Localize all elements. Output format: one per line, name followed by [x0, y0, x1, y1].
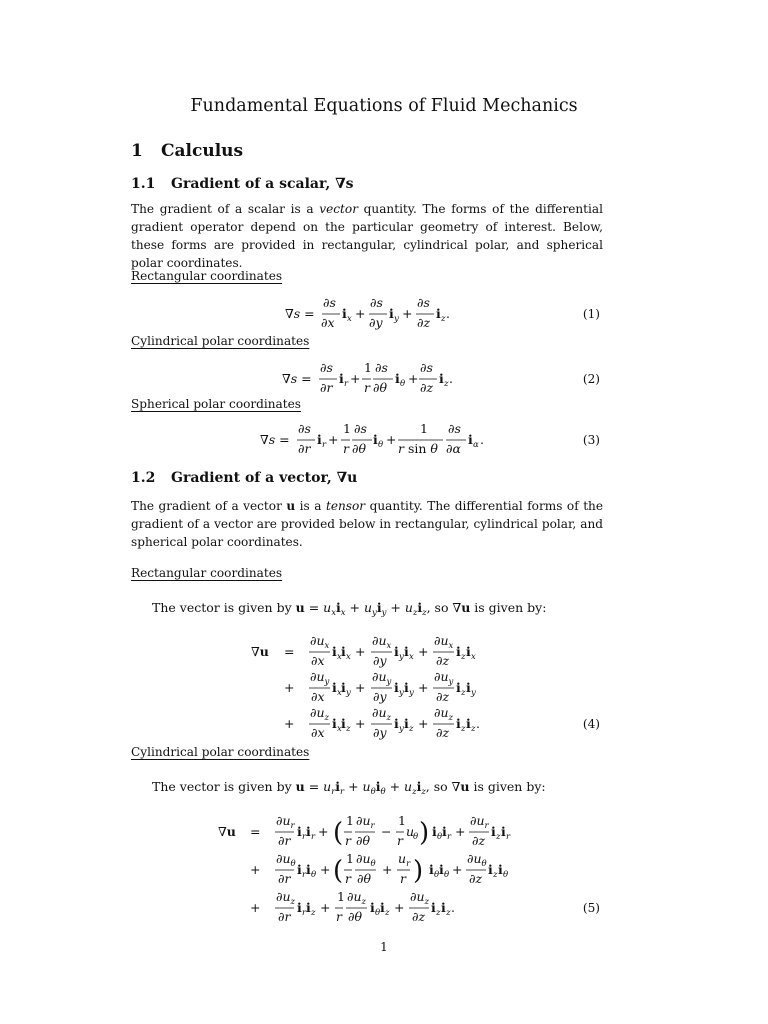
svg-text:r: r [345, 871, 351, 886]
svg-text:i: i [491, 824, 496, 839]
svg-text:i: i [332, 716, 337, 731]
svg-text:+: + [328, 432, 339, 447]
svg-text:i: i [394, 680, 399, 695]
svg-text:i: i [332, 644, 337, 659]
svg-text:.: . [449, 371, 453, 386]
vector-given-cyl [152, 779, 546, 797]
svg-text:i: i [342, 306, 347, 321]
section-title: Calculus [161, 141, 244, 161]
svg-text:r: r [400, 871, 406, 886]
svg-text:1: 1 [398, 813, 406, 828]
svg-text:θ: θ [413, 832, 419, 842]
svg-text:x: x [337, 688, 342, 698]
svg-text:∂ur: $\partial u_r$ [276, 813, 295, 831]
svg-text:∂z: ∂z [417, 315, 431, 330]
svg-text:r: r [344, 379, 349, 389]
svg-text:∂θ: ∂θ [356, 833, 370, 848]
svg-text:x: x [346, 652, 351, 662]
svg-text:−: − [381, 824, 392, 839]
svg-text:+: + [318, 824, 329, 839]
svg-text:+: + [394, 900, 405, 915]
svg-text:x: x [471, 652, 476, 662]
svg-text:θ: θ [378, 440, 384, 450]
equation-number: (5) [582, 901, 600, 915]
svg-text:+: + [455, 824, 466, 839]
svg-text:z: z [471, 724, 476, 734]
svg-text:1: 1 [346, 851, 354, 866]
svg-text:.: . [480, 432, 484, 447]
svg-text:∂uy: $\partial u_y$ [372, 669, 392, 687]
svg-text:i: i [339, 371, 344, 386]
page-number: 1 [380, 940, 388, 954]
svg-text:y: y [399, 724, 404, 734]
svg-text:∂ur: $\partial u_r$ [470, 813, 489, 831]
svg-text:r: r [311, 832, 316, 842]
svg-text:∂θ: ∂θ [352, 441, 366, 456]
svg-text:∂s: ∂s [375, 360, 388, 375]
svg-text:y: y [471, 688, 476, 698]
paragraph-text: The gradient of a vector [131, 499, 287, 513]
equation-number: (1) [582, 307, 600, 321]
svg-text:∂s: ∂s [320, 360, 333, 375]
equation-number: (3) [582, 433, 600, 447]
svg-text:∇u: ∇u [251, 644, 269, 659]
svg-text:1: 1 [337, 889, 345, 904]
svg-text:.: . [451, 900, 455, 915]
svg-text:i: i [332, 680, 337, 695]
svg-text:θ: θ [311, 870, 317, 880]
svg-text:i: i [373, 432, 378, 447]
svg-text:i: i [468, 432, 473, 447]
vector-given-text: The vector is given by $u = u_ri_r + u_\theta i_\theta + u_zi_z$, so ∇u is given by: [152, 779, 546, 797]
svg-text:i: i [306, 862, 311, 877]
emphasis-text: vector [319, 202, 358, 216]
svg-text:∂z: ∂z [436, 653, 450, 668]
svg-text:i: i [439, 371, 444, 386]
subsection-number: 1.1 [131, 176, 156, 192]
svg-text:y: y [399, 652, 404, 662]
svg-text:i: i [439, 862, 444, 877]
svg-text:∂r: ∂r [298, 441, 311, 456]
svg-text:ur: $u_r$ [398, 851, 411, 869]
svg-text:=: = [250, 824, 261, 839]
svg-text:+: + [355, 644, 366, 659]
svg-text:∂uz: $\partial u_z$ [434, 705, 453, 723]
subsection-number: 1.2 [131, 470, 156, 486]
svg-text:x: x [347, 314, 352, 324]
svg-text:∇u: ∇u [218, 824, 236, 839]
svg-text:∂x: ∂x [321, 315, 335, 330]
svg-text:∂x: ∂x [311, 653, 325, 668]
svg-text:i: i [297, 862, 302, 877]
paragraph-text: quantity. The differential forms of the gradient of a vector are provided below in rectangular, cylindrical polar, and spherical polar coordinates. [131, 499, 604, 549]
svg-text:z: z [461, 652, 466, 662]
svg-text:∂r: ∂r [278, 909, 291, 924]
section-number: 1 [131, 141, 143, 161]
svg-text:r: r [364, 380, 370, 395]
svg-text:+: + [250, 862, 261, 877]
svg-text:∂uz: $\partial u_z$ [410, 889, 429, 907]
svg-text:i: i [488, 862, 493, 877]
svg-text:i: i [456, 644, 461, 659]
svg-text:z: z [409, 724, 414, 734]
emphasis-text: tensor [326, 499, 366, 513]
svg-text:∂s: ∂s [354, 421, 367, 436]
svg-text:∂s: ∂s [323, 295, 336, 310]
label-cylindrical: Cylindrical polar coordinates [131, 745, 310, 759]
svg-text:r sin θ: r sin θ [398, 441, 438, 456]
svg-text:+: + [284, 680, 295, 695]
svg-text:i: i [441, 900, 446, 915]
svg-text:z: z [493, 870, 498, 880]
svg-text:i: i [498, 862, 503, 877]
svg-text:∂s: ∂s [417, 295, 430, 310]
svg-text:u: u [406, 824, 415, 839]
svg-text:r: r [302, 908, 307, 918]
svg-text:): ) [413, 856, 424, 886]
svg-text:∂s: ∂s [298, 421, 311, 436]
svg-text:∂r: ∂r [320, 380, 333, 395]
svg-text:∂z: ∂z [472, 833, 486, 848]
svg-text:i: i [466, 716, 471, 731]
svg-text:∂α: ∂α [446, 441, 461, 456]
svg-text:+: + [408, 371, 419, 386]
svg-text:i: i [306, 824, 311, 839]
svg-text:x: x [337, 652, 342, 662]
svg-text:+: + [402, 306, 413, 321]
svg-text:θ: θ [434, 870, 440, 880]
svg-text:=: = [284, 644, 295, 659]
label-cylindrical: Cylindrical polar coordinates [131, 334, 310, 348]
svg-text:1: 1 [420, 421, 428, 436]
svg-text:+: + [418, 716, 429, 731]
svg-text:(: ( [333, 856, 344, 886]
svg-text:i: i [370, 900, 375, 915]
svg-text:i: i [394, 716, 399, 731]
svg-text:i: i [436, 306, 441, 321]
svg-text:+: + [320, 900, 331, 915]
svg-text:1: 1 [346, 813, 354, 828]
svg-text:i: i [297, 824, 302, 839]
equation-5 [218, 813, 511, 924]
svg-text:∂uθ: $\partial u_\theta$ [276, 851, 296, 869]
svg-text:∂θ: ∂θ [373, 380, 387, 395]
equation-number: (4) [582, 717, 600, 731]
svg-text:+: + [284, 716, 295, 731]
svg-text:r: r [302, 832, 307, 842]
svg-text:+: + [418, 644, 429, 659]
svg-text:z: z [446, 908, 451, 918]
svg-text:∂uz: $\partial u_z$ [276, 889, 295, 907]
subsection-title: Gradient of a scalar, ∇s [171, 176, 354, 192]
svg-text:α: α [473, 440, 479, 450]
svg-text:∂ux: $\partial u_x$ [372, 633, 392, 651]
svg-text:∂uy: $\partial u_y$ [434, 669, 454, 687]
svg-text:+: + [386, 432, 397, 447]
svg-text:∂uz: $\partial u_z$ [372, 705, 391, 723]
svg-text:r: r [447, 832, 452, 842]
svg-text:θ: θ [400, 379, 406, 389]
svg-text:∂uθ: $\partial u_\theta$ [467, 851, 487, 869]
paragraph-text: quantity. The forms of the differential gradient operator depend on the particular geometry of interest. Below, these forms are provided in rectangular, cylindrical polar, and spherical polar coordinates. [131, 202, 603, 270]
svg-text:i: i [306, 900, 311, 915]
svg-text:i: i [404, 716, 409, 731]
svg-text:x: x [337, 724, 342, 734]
svg-text:i: i [431, 900, 436, 915]
svg-text:i: i [456, 716, 461, 731]
svg-text:∂uz: $\partial u_z$ [310, 705, 329, 723]
label-rectangular: Rectangular coordinates [131, 269, 283, 283]
vector-given-text: The vector is given by $u = u_xi_x + u_yi_y + u_zi_z$, so ∇u is given by: [152, 600, 547, 618]
svg-text:i: i [442, 824, 447, 839]
svg-text:x: x [409, 652, 414, 662]
subsection-title: Gradient of a vector, ∇u [171, 470, 358, 486]
svg-text:z: z [444, 379, 449, 389]
svg-text:i: i [317, 432, 322, 447]
svg-text:r: r [506, 832, 511, 842]
svg-text:i: i [466, 644, 471, 659]
svg-text:z: z [441, 314, 446, 324]
svg-text:y: y [399, 688, 404, 698]
svg-text:∂uy: $\partial u_y$ [310, 669, 330, 687]
svg-text:i: i [341, 680, 346, 695]
svg-text:∂x: ∂x [311, 725, 325, 740]
svg-text:∂z: ∂z [436, 725, 450, 740]
svg-text:i: i [429, 862, 434, 877]
svg-text:i: i [297, 900, 302, 915]
svg-text:i: i [395, 371, 400, 386]
page-title: Fundamental Equations of Fluid Mechanics [190, 96, 578, 116]
svg-text:∂uθ: $\partial u_\theta$ [356, 851, 376, 869]
svg-text:.: . [476, 716, 480, 731]
svg-text:z: z [385, 908, 390, 918]
svg-text:r: r [336, 909, 342, 924]
svg-text:i: i [341, 716, 346, 731]
svg-text:∇s =: ∇s = [282, 371, 312, 386]
bold-text: u [286, 499, 296, 513]
svg-text:∂z: ∂z [420, 380, 434, 395]
svg-text:y: y [394, 314, 399, 324]
paragraph-text: is a [295, 499, 326, 513]
svg-text:∂y: ∂y [373, 653, 387, 668]
svg-text:∂s: ∂s [448, 421, 461, 436]
svg-text:+: + [350, 371, 361, 386]
svg-text:+: + [320, 862, 331, 877]
svg-text:+: + [382, 862, 393, 877]
svg-text:r: r [343, 441, 349, 456]
svg-text:.: . [446, 306, 450, 321]
svg-text:∂y: ∂y [369, 315, 383, 330]
svg-text:i: i [380, 900, 385, 915]
svg-text:∂θ: ∂θ [357, 871, 371, 886]
svg-text:y: y [346, 688, 351, 698]
svg-text:r: r [322, 440, 327, 450]
svg-text:∂y: ∂y [373, 689, 387, 704]
svg-text:∂ur: $\partial u_r$ [356, 813, 375, 831]
svg-text:z: z [496, 832, 501, 842]
svg-text:+: + [418, 680, 429, 695]
svg-text:i: i [341, 644, 346, 659]
svg-text:∇s =: ∇s = [285, 306, 315, 321]
svg-text:z: z [461, 688, 466, 698]
svg-text:1: 1 [364, 360, 372, 375]
svg-text:i: i [394, 644, 399, 659]
svg-text:i: i [456, 680, 461, 695]
svg-text:i: i [404, 644, 409, 659]
svg-text:y: y [409, 688, 414, 698]
svg-text:z: z [346, 724, 351, 734]
svg-text:i: i [466, 680, 471, 695]
svg-text:+: + [452, 862, 463, 877]
svg-text:r: r [345, 833, 351, 848]
svg-text:z: z [461, 724, 466, 734]
svg-text:r: r [397, 833, 403, 848]
svg-text:θ: θ [375, 908, 381, 918]
svg-text:θ: θ [437, 832, 443, 842]
svg-text:r: r [302, 870, 307, 880]
svg-text:i: i [501, 824, 506, 839]
svg-text:∂y: ∂y [373, 725, 387, 740]
svg-text:(: ( [333, 818, 344, 848]
svg-text:∂θ: ∂θ [348, 909, 362, 924]
svg-text:∂s: ∂s [420, 360, 433, 375]
equation-number: (2) [582, 372, 600, 386]
paragraph-text: The gradient of a scalar is a [131, 202, 320, 216]
svg-text:z: z [311, 908, 316, 918]
svg-text:∇s =: ∇s = [260, 432, 290, 447]
svg-text:+: + [355, 306, 366, 321]
svg-text:z: z [436, 908, 441, 918]
svg-text:1: 1 [343, 421, 351, 436]
svg-text:∂ux: $\partial u_x$ [434, 633, 454, 651]
svg-text:θ: θ [503, 870, 509, 880]
svg-text:): ) [419, 818, 430, 848]
svg-text:∂z: ∂z [469, 871, 483, 886]
svg-text:∂uz: $\partial u_z$ [347, 889, 366, 907]
svg-text:∂r: ∂r [278, 833, 291, 848]
svg-text:i: i [432, 824, 437, 839]
svg-text:∂x: ∂x [311, 689, 325, 704]
svg-text:i: i [404, 680, 409, 695]
svg-text:+: + [355, 680, 366, 695]
svg-text:i: i [389, 306, 394, 321]
svg-text:+: + [250, 900, 261, 915]
svg-text:∂s: ∂s [370, 295, 383, 310]
svg-text:+: + [355, 716, 366, 731]
svg-text:∂z: ∂z [412, 909, 426, 924]
svg-text:∂ux: $\partial u_x$ [310, 633, 330, 651]
svg-text:θ: θ [444, 870, 450, 880]
svg-text:∂z: ∂z [436, 689, 450, 704]
label-spherical: Spherical polar coordinates [131, 397, 301, 411]
svg-text:∂r: ∂r [278, 871, 291, 886]
label-rectangular: Rectangular coordinates [131, 566, 283, 580]
